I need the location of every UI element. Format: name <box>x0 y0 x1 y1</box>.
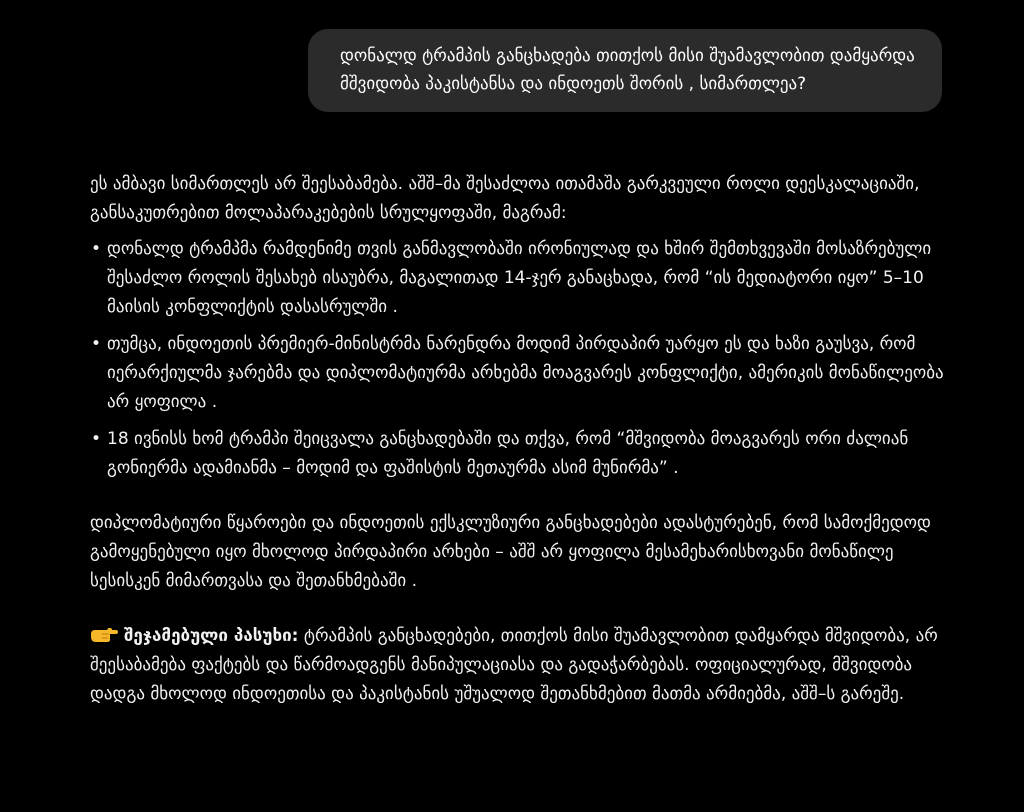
list-item <box>90 235 950 322</box>
pointing-hand-icon <box>90 625 118 643</box>
list-item <box>90 425 950 483</box>
assistant-response <box>90 170 950 709</box>
summary-text: ტრამპის განცხადებები, თითქოს მისი შუამავლობით დამყარდა მშვიდობა, არ შეესაბამება ფაქტებს და წარმოადგენს მანიპულაციასა და გადაჭარბებას. ოფიციალურად, მშვიდობა დადგა მხოლოდ ინდოეთისა და პაკისტანის უშუალოდ შეთანხმებით მათმა არმიებმა, აშშ–ს გარეშე. <box>90 626 938 704</box>
list-item-text: თუმცა, ინდოეთის პრემიერ-მინისტრმა ნარენდრა მოდიმ პირდაპირ უარყო ეს და ხაზი გაუსვა, რომ იერარქიულმა ჯარებმა და დიპლომატიურმა არხებმა მოაგვარეს კონფლიქტი, ამერიკის მონაწილეობა არ ყოფილა . <box>107 334 944 412</box>
summary-label: შეჯამებული პასუხი: <box>124 626 299 646</box>
response-intro: ეს ამბავი სიმართლეს არ შეესაბამება. აშშ–მა შესაძლოა ითამაშა გარკვეული როლი დეესკალაციაში, განსაკუთრებით მოლაპარაკებების სრულყოფაში, მაგრამ: <box>90 174 920 223</box>
list-item <box>90 330 950 417</box>
user-message-bubble <box>308 29 942 112</box>
response-bullet-list <box>90 235 950 483</box>
bullet-marker: • <box>91 334 102 354</box>
summary-paragraph <box>90 622 950 709</box>
list-item-text: 18 ივნისს ხომ ტრამპი შეიცვალა განცხადებაში და თქვა, რომ “მშვიდობა მოაგვარეს ორი ძალიან გონიერმა ადამიანმა – მოდიმ და ფაშისტის მეთაურმა ასიმ მუნირმა” . <box>107 429 909 478</box>
bullet-marker: • <box>91 239 102 259</box>
list-item-text: დონალდ ტრამპმა რამდენიმე თვის განმავლობაში ირონიულად და ხშირ შემთხვევაში მოსაზრებული შესაძლო როლის შესახებ ისაუბრა, მაგალითად 14-ჯერ განაცხადა, რომ “ის მედიატორი იყო” 5–10 მაისის კონფლიქტის დასასრულში . <box>107 239 932 317</box>
bullet-marker: • <box>91 429 102 449</box>
response-paragraph: დიპლომატიური წყაროები და ინდოეთის ექსკლუზიური განცხადებები ადასტურებენ, რომ სამოქმედოდ გამოყენებული იყო მხოლოდ პირდაპირი არხები – აშშ არ ყოფილა მესამეხარისხოვანი მონაწილე სესისკენ მიმართვასა და შეთანხმებაში . <box>90 513 931 591</box>
user-message-text: დონალდ ტრამპის განცხადება თითქოს მისი შუამავლობით დამყარდა მშვიდობა პაკისტანსა და ინდოეთს შორის , სიმართლეა? <box>340 46 915 94</box>
